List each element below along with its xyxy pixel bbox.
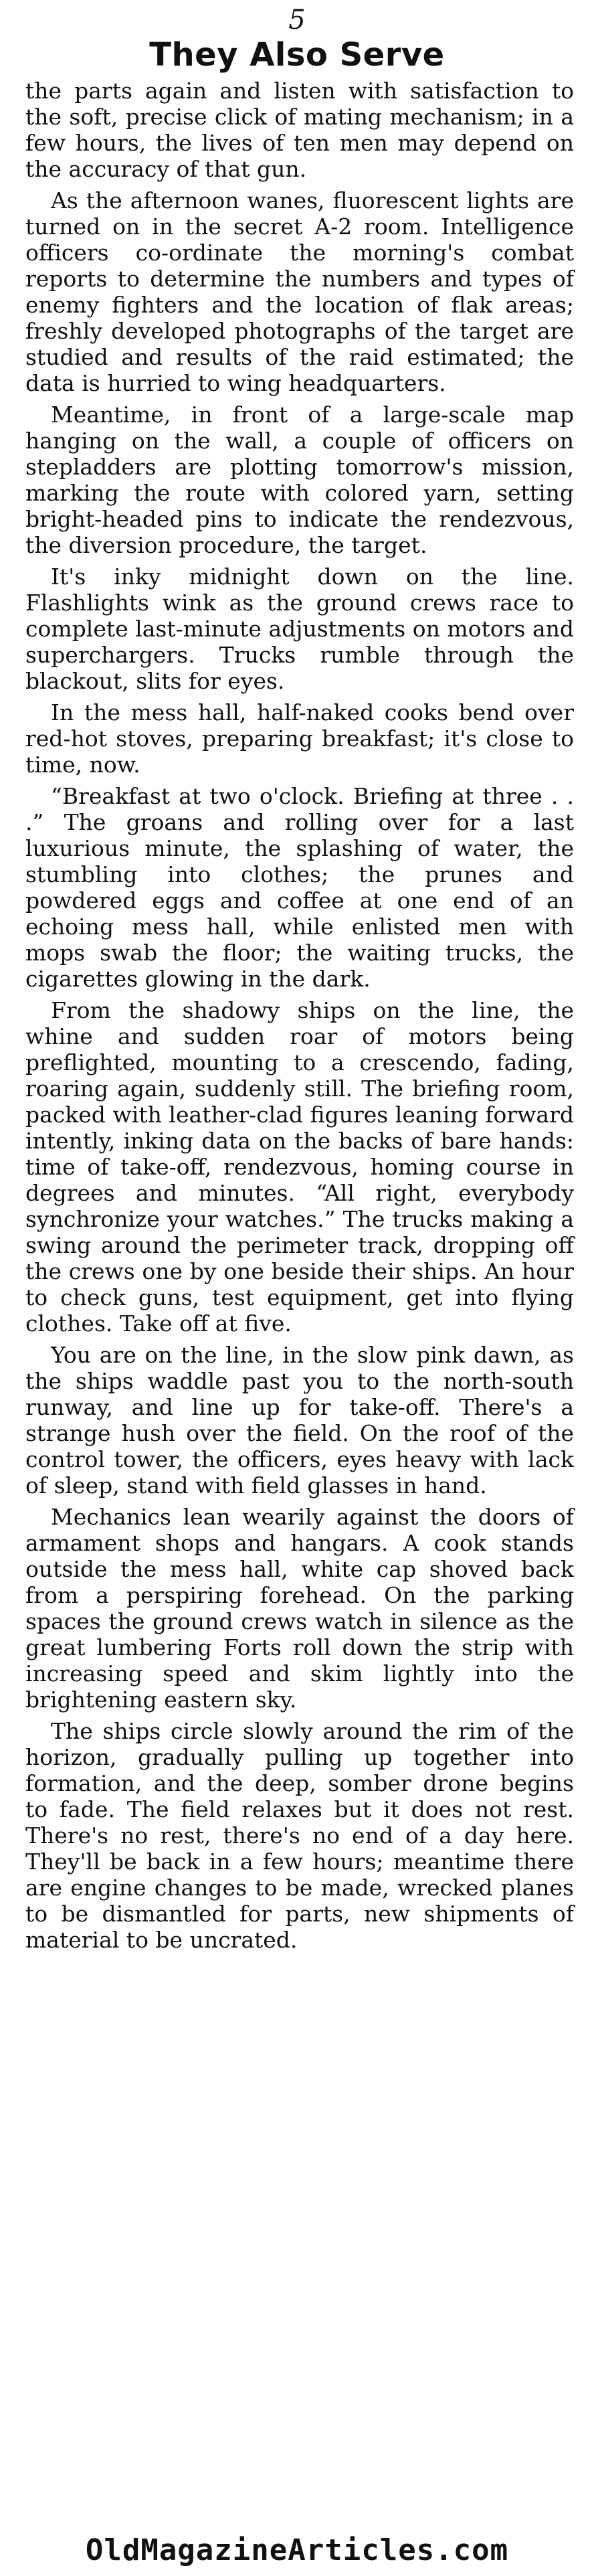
article-paragraph: From the shadowy ships on the line, the whine and sudden roar of motors being preflighted, mounting to a crescendo, fading, roaring again, suddenly still. The briefing room, packed with leather-clad figures leaning forward intently, inking data on the backs of bare hands: time of take-off, rendezvous, homing course in degrees and minutes. “All right, everybody synchronize your watches.” The trucks making a swing around the perimeter track, dropping off the crews one by one beside their ships. An hour to check guns, test equipment, get into flying clothes. Take off at five.: [25, 997, 574, 1337]
article-paragraph: the parts again and listen with satisfaction to the soft, precise click of mating mechanism; in a few hours, the lives of ten men may depend on the accuracy of that gun.: [25, 78, 574, 182]
article-paragraph: In the mess hall, half-naked cooks bend over red-hot stoves, preparing breakfast; it's close to time, now.: [25, 699, 574, 778]
article-paragraph: Mechanics lean wearily against the doors of armament shops and hangars. A cook stands outside the mess hall, white cap shoved back from a perspiring forehead. On the parking spaces the ground crews watch in silence as the great lumbering Forts roll down the strip with increasing speed and skim lightly into the brightening eastern sky.: [25, 1504, 574, 1713]
article-paragraph: It's inky midnight down on the line. Flashlights wink as the ground crews race to complete last-minute adjustments on motors and superchargers. Trucks rumble through the blackout, slits for eyes.: [25, 564, 574, 694]
site-watermark: OldMagazineArticles.com: [85, 2533, 509, 2567]
article-paragraph: “Breakfast at two o'clock. Briefing at three . . .” The groans and rolling over for a last luxurious minute, the splashing of water, the stumbling into clothes; the prunes and powdered eggs and coffee at one end of an echoing mess hall, while enlisted men with mops swab the floor; the waiting trucks, the cigarettes glowing in the dark.: [25, 783, 574, 992]
article-headline: They Also Serve: [149, 36, 445, 74]
article-paragraph: You are on the line, in the slow pink dawn, as the ships waddle past you to the north-south runway, and line up for take-off. There's a strange hush over the field. On the roof of the control tower, the officers, eyes heavy with lack of sleep, stand with field glasses in hand.: [25, 1342, 574, 1498]
article-paragraph: The ships circle slowly around the rim of the horizon, gradually pulling up together into formation, and the deep, somber drone begins to fade. The field relaxes but it does not rest. There's no rest, there's no end of a day here. They'll be back in a few hours; meantime there are engine changes to be made, wrecked planes to be dismantled for parts, new shipments of material to be uncrated.: [25, 1718, 574, 1953]
article-paragraph: As the afternoon wanes, fluorescent lights are turned on in the secret A-2 room. Intelligence officers co-ordinate the morning's combat reports to determine the numbers and types of enemy fighters and the location of flak areas; freshly developed photographs of the target are studied and results of the raid estimated; the data is hurried to wing headquarters.: [25, 187, 574, 396]
article-paragraph: Meantime, in front of a large-scale map hanging on the wall, a couple of officers on stepladders are plotting tomorrow's mission, marking the route with colored yarn, setting bright-headed pins to indicate the rendezvous, the diversion procedure, the target.: [25, 402, 574, 558]
article-body: [25, 78, 574, 1958]
page-number: 5: [288, 5, 306, 35]
